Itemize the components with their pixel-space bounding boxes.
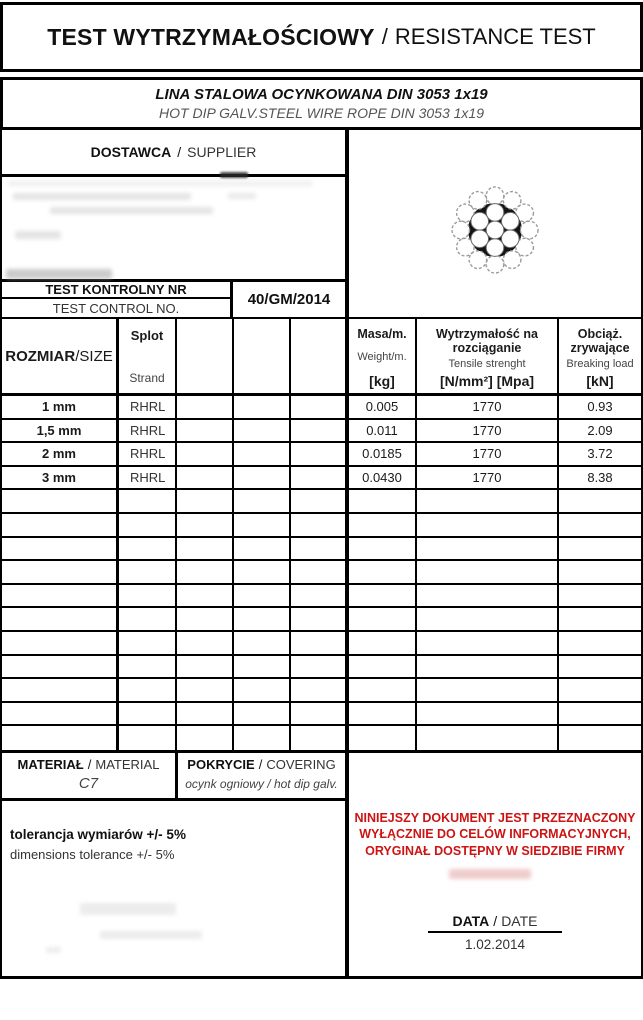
- empty-cell: [2, 656, 119, 680]
- empty-cell: [119, 490, 177, 514]
- disclaimer-line: NINIEJSZY DOKUMENT JEST PRZEZNACZONY: [354, 811, 636, 825]
- empty-cell: [119, 538, 177, 562]
- empty-cell: [234, 632, 291, 656]
- footer-left-column: [2, 753, 349, 976]
- empty-cell: [291, 396, 349, 420]
- covering-header: POKRYCIE / COVERING: [187, 757, 336, 772]
- empty-cell: [119, 561, 177, 585]
- rope-diagram-box: [349, 130, 641, 317]
- test-control-row: [2, 282, 345, 317]
- supplier-label-polish: DOSTAWCA: [90, 144, 172, 160]
- empty-cell: [2, 608, 119, 632]
- results-table: [0, 317, 643, 753]
- empty-cell: [234, 561, 291, 585]
- tensile-cell: 1770: [417, 396, 559, 420]
- empty-cell: [291, 538, 349, 562]
- empty-cell: [2, 585, 119, 609]
- supplier-header: [2, 130, 345, 177]
- empty-cell: [119, 514, 177, 538]
- empty-cell: [291, 561, 349, 585]
- empty-cell: [291, 703, 349, 727]
- empty-cell: [234, 608, 291, 632]
- date-header: DATA / DATE: [428, 913, 561, 933]
- size-cell: 1 mm: [2, 396, 119, 420]
- material-cell: [2, 753, 178, 798]
- disclaimer-line: WYŁĄCZNIE DO CELÓW INFORMACYJNYCH,: [359, 827, 631, 842]
- supplier-separator: /: [177, 144, 182, 160]
- empty-cell: [417, 703, 559, 727]
- product-subtitle: [0, 77, 643, 130]
- disclaimer-text: [349, 810, 641, 859]
- covering-value: ocynk ogniowy / hot dip galv.: [185, 777, 338, 791]
- empty-cell: [234, 443, 291, 467]
- empty-cell: [417, 538, 559, 562]
- empty-cell: [559, 679, 641, 703]
- empty-cell: [291, 490, 349, 514]
- empty-cell: [349, 561, 417, 585]
- empty-cell: [559, 632, 641, 656]
- empty-cell: [119, 585, 177, 609]
- empty-cell: [417, 514, 559, 538]
- column-header-tensile: Wytrzymałość na rozciąganie Tensile strenght [N/mm²] [Mpa]: [417, 319, 559, 396]
- weight-cell: 0.0185: [349, 443, 417, 467]
- empty-cell: [559, 538, 641, 562]
- empty-cell: [417, 726, 559, 750]
- size-cell: 1,5 mm: [2, 420, 119, 444]
- weight-cell: 0.0430: [349, 467, 417, 491]
- empty-cell: [2, 679, 119, 703]
- empty-cell: [234, 467, 291, 491]
- column-header-blank-1: [177, 319, 234, 396]
- weight-cell: 0.011: [349, 420, 417, 444]
- empty-cell: [2, 561, 119, 585]
- empty-cell: [234, 538, 291, 562]
- empty-cell: [291, 443, 349, 467]
- empty-cell: [177, 490, 234, 514]
- empty-cell: [177, 656, 234, 680]
- empty-cell: [559, 608, 641, 632]
- empty-cell: [177, 703, 234, 727]
- tensile-cell: 1770: [417, 467, 559, 491]
- tensile-cell: 1770: [417, 420, 559, 444]
- empty-cell: [177, 726, 234, 750]
- empty-cell: [349, 679, 417, 703]
- empty-cell: [119, 656, 177, 680]
- empty-cell: [417, 679, 559, 703]
- empty-cell: [349, 490, 417, 514]
- material-covering-row: [2, 753, 345, 801]
- tolerance-polish: tolerancja wymiarów +/- 5%: [10, 827, 186, 842]
- redacted-smudge: [80, 903, 176, 915]
- strand-cell: RHRL: [119, 420, 177, 444]
- empty-cell: [349, 585, 417, 609]
- footer-section: [0, 753, 643, 979]
- empty-cell: [177, 514, 234, 538]
- rope-cross-section-diagram: [450, 185, 540, 275]
- empty-cell: [234, 726, 291, 750]
- breaking-cell: 0.93: [559, 396, 641, 420]
- test-control-labels: [2, 282, 233, 317]
- empty-cell: [291, 679, 349, 703]
- redacted-smudge: [228, 193, 256, 199]
- empty-cell: [291, 656, 349, 680]
- empty-cell: [417, 632, 559, 656]
- strand-cell: RHRL: [119, 467, 177, 491]
- empty-cell: [559, 585, 641, 609]
- empty-cell: [291, 608, 349, 632]
- empty-cell: [559, 561, 641, 585]
- empty-cell: [177, 561, 234, 585]
- test-control-number: 40/GM/2014: [247, 291, 331, 308]
- empty-cell: [177, 632, 234, 656]
- supplier-section: [0, 130, 643, 317]
- redacted-smudge: [50, 207, 213, 214]
- empty-cell: [417, 585, 559, 609]
- strand-cell: RHRL: [119, 396, 177, 420]
- size-cell: 3 mm: [2, 467, 119, 491]
- empty-cell: [119, 679, 177, 703]
- column-header-weight: Masa/m. Weight/m. [kg]: [349, 319, 417, 396]
- empty-cell: [417, 490, 559, 514]
- column-header-strand: Splot Strand: [119, 319, 177, 396]
- date-block: [349, 913, 641, 952]
- empty-cell: [177, 679, 234, 703]
- empty-cell: [2, 490, 119, 514]
- empty-cell: [291, 514, 349, 538]
- empty-cell: [177, 420, 234, 444]
- empty-cell: [349, 608, 417, 632]
- tensile-cell: 1770: [417, 443, 559, 467]
- empty-cell: [559, 703, 641, 727]
- empty-cell: [119, 608, 177, 632]
- column-header-breaking: Obciąż. zrywające Breaking load [kN]: [559, 319, 641, 396]
- empty-cell: [2, 538, 119, 562]
- breaking-cell: 2.09: [559, 420, 641, 444]
- empty-cell: [559, 656, 641, 680]
- empty-cell: [177, 443, 234, 467]
- empty-cell: [559, 490, 641, 514]
- empty-cell: [2, 514, 119, 538]
- empty-cell: [234, 490, 291, 514]
- empty-cell: [349, 656, 417, 680]
- empty-cell: [234, 514, 291, 538]
- redacted-smudge: [46, 947, 61, 953]
- test-control-label-english: TEST CONTROL NO.: [52, 300, 180, 316]
- empty-cell: [119, 632, 177, 656]
- empty-cell: [234, 656, 291, 680]
- empty-cell: [234, 396, 291, 420]
- breaking-cell: 8.38: [559, 467, 641, 491]
- empty-cell: [349, 726, 417, 750]
- subtitle-english: HOT DIP GALV.STEEL WIRE ROPE DIN 3053 1x19: [159, 105, 484, 121]
- tolerance-english: dimensions tolerance +/- 5%: [10, 847, 175, 862]
- redacted-smudge: [15, 231, 61, 239]
- empty-cell: [119, 726, 177, 750]
- empty-cell: [349, 703, 417, 727]
- weight-cell: 0.005: [349, 396, 417, 420]
- material-value: C7: [78, 775, 99, 792]
- redacted-smudge-red: [449, 869, 531, 879]
- empty-cell: [291, 420, 349, 444]
- empty-cell: [349, 514, 417, 538]
- date-value: 1.02.2014: [464, 937, 526, 952]
- empty-cell: [291, 467, 349, 491]
- empty-cell: [177, 585, 234, 609]
- empty-cell: [417, 561, 559, 585]
- empty-cell: [291, 585, 349, 609]
- redacted-smudge: [13, 193, 191, 200]
- empty-cell: [119, 703, 177, 727]
- disclaimer-line: ORYGINAŁ DOSTĘPNY W SIEDZIBIE FIRMY: [365, 843, 625, 858]
- strand-cell: RHRL: [119, 443, 177, 467]
- empty-cell: [2, 632, 119, 656]
- document-title: [0, 2, 643, 72]
- redacted-smudge: [6, 269, 112, 279]
- empty-cell: [417, 656, 559, 680]
- empty-cell: [291, 726, 349, 750]
- title-separator: /: [381, 24, 388, 49]
- empty-cell: [2, 726, 119, 750]
- empty-cell: [177, 467, 234, 491]
- empty-cell: [234, 703, 291, 727]
- supplier-label-english: SUPPLIER: [187, 144, 257, 160]
- empty-cell: [177, 608, 234, 632]
- empty-cell: [177, 396, 234, 420]
- column-header-blank-2: [234, 319, 291, 396]
- title-polish: TEST WYTRZYMAŁOŚCIOWY: [47, 23, 375, 50]
- test-control-label-polish: TEST KONTROLNY NR: [2, 282, 230, 299]
- empty-cell: [177, 538, 234, 562]
- footer-right-column: [349, 753, 641, 976]
- empty-cell: [291, 632, 349, 656]
- redacted-smudge: [220, 172, 248, 178]
- subtitle-polish: LINA STALOWA OCYNKOWANA DIN 3053 1x19: [155, 86, 488, 103]
- size-cell: 2 mm: [2, 443, 119, 467]
- empty-cell: [2, 703, 119, 727]
- empty-cell: [234, 679, 291, 703]
- empty-cell: [234, 420, 291, 444]
- empty-cell: [559, 514, 641, 538]
- material-header: MATERIAŁ / MATERIAL: [17, 757, 160, 772]
- covering-cell: [178, 753, 345, 798]
- breaking-cell: 3.72: [559, 443, 641, 467]
- empty-cell: [559, 726, 641, 750]
- supplier-column: [2, 130, 349, 317]
- redacted-smudge: [100, 931, 202, 939]
- title-english: RESISTANCE TEST: [394, 24, 596, 49]
- empty-cell: [417, 608, 559, 632]
- empty-cell: [349, 538, 417, 562]
- empty-cell: [234, 585, 291, 609]
- column-header-blank-3: [291, 319, 349, 396]
- empty-cell: [349, 632, 417, 656]
- redacted-smudge: [8, 181, 313, 186]
- column-header-size: ROZMIAR /SIZE: [2, 319, 119, 396]
